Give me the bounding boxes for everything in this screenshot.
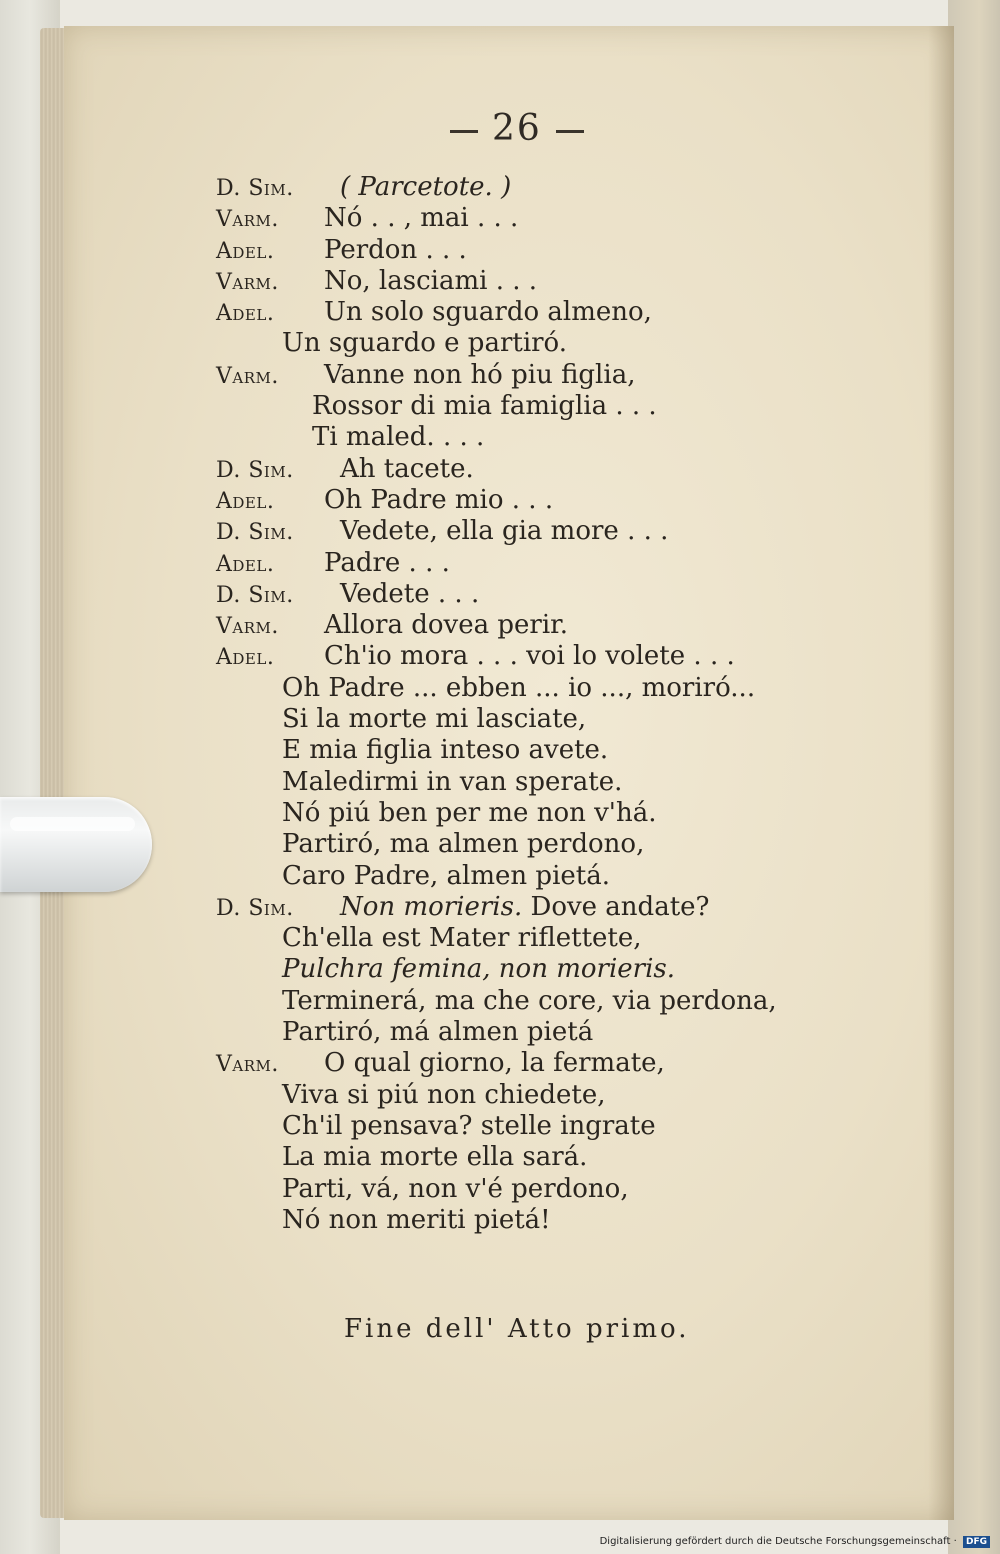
verse-text: No, lasciami . . . <box>324 265 538 296</box>
verse-text: Terminerá, ma che core, via perdona, <box>282 985 777 1016</box>
verse-text: Viva si piú non chiedete, <box>282 1079 606 1110</box>
speaker-name: Adel. <box>216 301 275 327</box>
verse-text: Pulchra femina, non morieris. <box>282 954 676 985</box>
text-line <box>216 328 906 359</box>
page-number-value: 26 <box>492 108 542 149</box>
verse-text: Vedete . . . <box>340 578 480 609</box>
text-line <box>216 861 906 892</box>
verse-text: Un solo sguardo almeno, <box>324 297 652 328</box>
verse-text: Ch'io mora . . . voi lo volete . . . <box>324 641 735 672</box>
verse-text: Partiró, ma almen perdono, <box>282 829 645 860</box>
verse-text: Ch'ella est Mater riflettete, <box>282 923 642 954</box>
verse-text: Caro Padre, almen pietá. <box>282 860 610 891</box>
verse-text: La mia morte ella sará. <box>282 1142 588 1173</box>
verse-text: Oh Padre ... ebben ... io ..., moriró... <box>282 672 756 703</box>
text-line <box>216 610 906 641</box>
text-line <box>216 1048 906 1079</box>
verse-text: Non morieris. Dove andate? <box>340 891 710 922</box>
verse-text: Ah tacete. <box>340 453 474 484</box>
text-line <box>216 548 906 579</box>
footer-credit: Digitalisierung gefördert durch die Deutsche Forschungsgemeinschaft · DFG <box>600 1536 990 1548</box>
act-ending: Fine dell' Atto primo. <box>344 1314 690 1344</box>
verse-text: E mia figlia inteso avete. <box>282 735 609 766</box>
text-line <box>216 954 906 985</box>
verse-text: Ch'il pensava? stelle ingrate <box>282 1110 656 1141</box>
speaker-name: D. Sim. <box>216 582 294 608</box>
text-line <box>216 673 906 704</box>
background-right-facing-page <box>948 0 1000 1554</box>
text-line <box>216 266 906 297</box>
text-line <box>216 172 906 203</box>
dash-right <box>556 130 584 133</box>
speaker-name: D. Sim. <box>216 457 294 483</box>
text-line <box>216 485 906 516</box>
text-line <box>216 203 906 234</box>
speaker-name: Adel. <box>216 238 275 264</box>
speaker-name: D. Sim. <box>216 895 294 921</box>
verse-text: Allora dovea perir. <box>324 610 569 641</box>
speaker-name: Varm. <box>216 207 279 233</box>
text-line <box>216 986 906 1017</box>
text-line <box>216 1174 906 1205</box>
speaker-name: Adel. <box>216 645 275 671</box>
verse-text: Maledirmi in van sperate. <box>282 766 623 797</box>
verse-text: Si la morte mi lasciate, <box>282 704 587 735</box>
text-line <box>216 454 906 485</box>
verse-text: Parti, vá, non v'é perdono, <box>282 1173 629 1204</box>
text-line <box>216 798 906 829</box>
text-line <box>216 923 906 954</box>
text-line <box>216 360 906 391</box>
speaker-name: Varm. <box>216 363 279 389</box>
text-line <box>216 579 906 610</box>
dfg-logo: DFG <box>963 1536 990 1548</box>
text-line <box>216 1111 906 1142</box>
verse-text: O qual giorno, la fermate, <box>324 1048 665 1079</box>
speaker-name: Adel. <box>216 551 275 577</box>
speaker-name: D. Sim. <box>216 520 294 546</box>
verse-text: Oh Padre mio . . . <box>324 484 554 515</box>
verse-text: Ti maled. . . . <box>312 422 485 453</box>
verse-text: Partiró, má almen pietá <box>282 1017 594 1048</box>
text-line <box>216 297 906 328</box>
spine-shadow <box>928 26 954 1520</box>
dash-left <box>450 130 478 133</box>
verse-text: ( Parcetote. ) <box>340 172 512 202</box>
text-line <box>216 641 906 672</box>
libretto-text <box>216 172 906 1236</box>
text-line <box>216 735 906 766</box>
speaker-name: Varm. <box>216 614 279 640</box>
verse-text: Un sguardo e partiró. <box>282 328 568 359</box>
text-line <box>216 704 906 735</box>
verse-text: Vanne non hó piu figlia, <box>324 359 636 390</box>
text-line <box>216 892 906 923</box>
verse-text: Rossor di mia famiglia . . . <box>312 391 657 422</box>
text-line <box>216 422 906 453</box>
text-line <box>216 1142 906 1173</box>
page-number <box>450 108 584 149</box>
speaker-name: Varm. <box>216 1052 279 1078</box>
verse-text: Nó . . , mai . . . <box>324 203 519 234</box>
text-line <box>216 391 906 422</box>
text-line <box>216 516 906 547</box>
text-line <box>216 767 906 798</box>
verse-text: Perdon . . . <box>324 234 467 265</box>
text-line <box>216 235 906 266</box>
text-line <box>216 829 906 860</box>
footer-text: Digitalisierung gefördert durch die Deutsche Forschungsgemeinschaft <box>599 1536 951 1547</box>
verse-text: Nó piú ben per me non v'há. <box>282 797 657 828</box>
text-line <box>216 1080 906 1111</box>
text-line <box>216 1205 906 1236</box>
verse-text: Nó non meriti pietá! <box>282 1204 551 1235</box>
text-line <box>216 1017 906 1048</box>
verse-text: Padre . . . <box>324 547 450 578</box>
speaker-name: Varm. <box>216 269 279 295</box>
page-clip <box>0 797 152 892</box>
verse-text: Vedete, ella gia more . . . <box>340 516 669 547</box>
speaker-name: Adel. <box>216 488 275 514</box>
speaker-name: D. Sim. <box>216 176 294 201</box>
